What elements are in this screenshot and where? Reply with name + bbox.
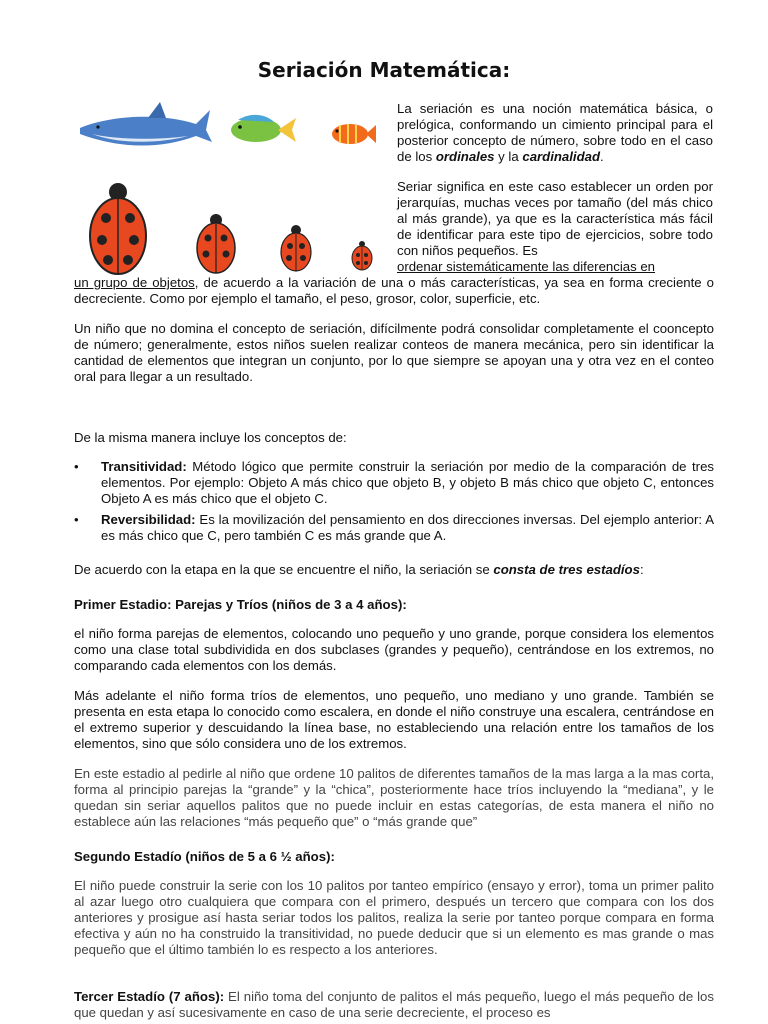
ladybug-small-image	[281, 225, 311, 271]
stage2-paragraph: El niño puede construir la serie con los 10 palitos por tanteo empírico (ensayo y error), toma un primer palito al azar luego otro cualquiera que compara con el primero, después un tercero que compara con los dos anteriores y prosigue así hasta seriar todos los palitos, realiza la serie por tanteo porque compara en forma efectiva y aún no ha construido la transitividad, no puede deducir que si un elemento es mas grande o mas pequeño que el último también lo es respecto a los anteriores.	[74, 878, 714, 957]
orange-fish-image	[332, 124, 376, 144]
shark-image	[80, 102, 212, 146]
intro-text: La seriación es una noción matemática básica, o prelógica, conformando un cimiento principal para el posterior concepto de número, sobre todo en el caso de los	[397, 101, 713, 164]
underlined-phrase: un grupo de objetos	[74, 275, 195, 290]
stages-emphasis: consta de tres estadíos	[493, 562, 640, 577]
intro-paragraph-2a	[397, 179, 713, 259]
intro-paragraph-2-underline-start: ordenar sistemáticamente las diferencias en	[397, 259, 656, 274]
stage1-paragraph-1: el niño forma parejas de elementos, colocando uno pequeño y uno grande, porque considera los elementos como una clase total subdividida en dos subclases (grandes y pequeño), centrándose en los extremos, no comparando cada elementos con los demás.	[74, 626, 714, 673]
stage3-heading: Tercer Estadío (7 años):	[74, 989, 225, 1004]
concept-list	[74, 459, 714, 549]
paragraph-stages-intro: De acuerdo con la etapa en la que se encuentre el niño, la seriación se consta de tres estadíos:	[74, 562, 644, 577]
list-item-transitividad: • Transitividad: Método lógico que permite construir la seriación por medio de la comparación de tres elementos. Por ejemplo: Objeto A más chico que objeto B, y objeto B más chico que objeto C, entonces Objeto A es más chico que el objeto C.	[74, 459, 714, 506]
cardinalidad-term: cardinalidad	[522, 149, 601, 164]
list-item-reversibilidad: • Reversibilidad: Es la movilización del pensamiento en dos direcciones inversas. Del ejemplo anterior: A es más chico que C, pero también C es más grande que A.	[74, 512, 714, 543]
ladybug-medium-image	[197, 214, 235, 273]
intro-paragraph-2b	[74, 275, 714, 307]
bullet-icon: •	[74, 459, 79, 474]
stage1-paragraph-3: En este estadio al pedirle al niño que ordene 10 palitos de diferentes tamaños de la mas larga a la mas corta, forma al principio parejas la “grande” y la “chica”, posteriormente hace tríos incluyendo la “mediana”, y le quedan sin seriar aquellos palitos que no puede incluir en estas categorías, de esta manera el niño no establece aún las relaciones “más pequeño que” o “más grande que”	[74, 766, 714, 829]
ladybug-tiny-image	[352, 241, 372, 270]
intro-paragraph-1	[397, 101, 713, 165]
seriation-illustration	[78, 98, 388, 283]
stage2-heading: Segundo Estadío (niños de 5 a 6 ½ años):	[74, 849, 335, 864]
green-fish-image	[231, 115, 296, 142]
stage1-paragraph-2: Más adelante el niño forma tríos de elementos, uno pequeño, uno mediano y uno grande. También se presenta en esta etapa lo conocido como escalera, en donde el niño construye una escalera, centrándose en el extremo superior y descuidando la línea base, no estableciendo una relación entre los tamaños de los elementos, sino que sólo considera uno de los extremos.	[74, 688, 714, 751]
paragraph-includes: De la misma manera incluye los conceptos de:	[74, 430, 347, 445]
intro-text: , de acuerdo a la variación de una o más características, ya sea en forma creciente o decreciente. Como por ejemplo el tamaño, el peso, grosor, color, superficie, etc.	[74, 275, 714, 306]
intro-text: y la	[494, 149, 523, 164]
paragraph-concept: Un niño que no domina el concepto de seriación, difícilmente podrá consolidar completamente el coonceptо de número; generalmente, estos niños suelen realizar conteos de manera mecánica, pero sin identificar la cantidad de elementos que integran un conjunto, por lo que siempre se apoyan una y otra vez en el conteo oral para llegar a un resultado.	[74, 321, 714, 384]
bullet-icon: •	[74, 512, 79, 527]
ordinales-term: ordinales	[435, 149, 495, 164]
stage3-paragraph: Tercer Estadío (7 años): El niño toma del conjunto de palitos el más pequeño, luego el más pequeño de los que quedan y así sucesivamente en caso de una serie decreciente, el proceso es	[74, 989, 714, 1020]
intro-text: .	[600, 149, 604, 164]
ladybug-large-image	[90, 183, 146, 274]
stage1-heading: Primer Estadio: Parejas y Tríos (niños de 3 a 4 años):	[74, 597, 407, 612]
page-title: Seriación Matemática:	[257, 58, 511, 82]
intro-text: Seriar significa en este caso establecer un orden por jerarquías, muchas veces por tamaño (del más chico al más grande), ya que es la característica más fácil de identificar para este tipo de ejercicios, sobre todo con niños pequeños. Es	[397, 179, 713, 258]
